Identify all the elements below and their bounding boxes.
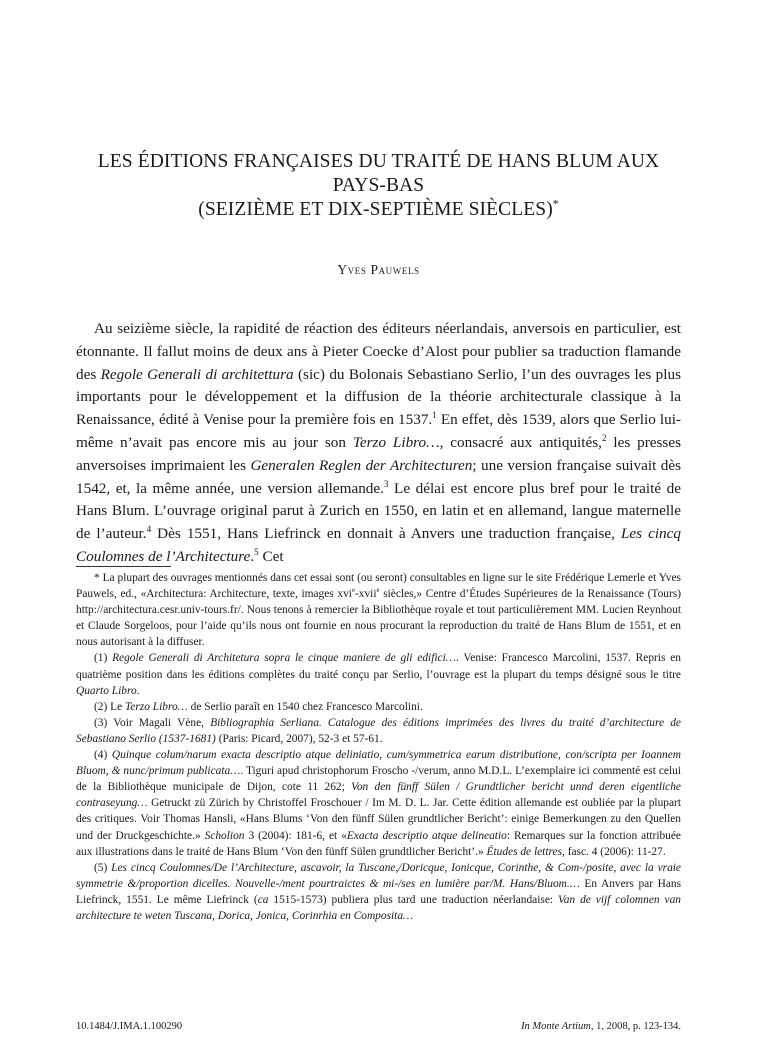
text-span: Au seizième siècle, la rapidité de réaction des éditeurs néerlandais, anversois en particulier, est étonnante. Il fallut moins de deux ans à Pieter Coecke d’Alost pour publier sa traduction flamande des	[76, 320, 681, 383]
footnote-4	[76, 747, 681, 860]
work-title: Regole Generali di architettura	[100, 365, 294, 383]
text-span: 1515-1573) publiera plus tard une traduction néerlandaise:	[268, 893, 559, 906]
text-span: (5)	[94, 861, 112, 874]
text-span: 3 (2004): 181-6, et «	[244, 829, 347, 842]
text-span: de Serlio paraît en 1540 chez Francesco Marcolini.	[187, 700, 423, 713]
footnote-5	[76, 860, 681, 924]
footnote-ref[interactable]: 2	[601, 432, 607, 443]
text-span: Le délai est encore plus bref pour le traité de Hans Blum. L’ouvrage original parut à Zurich en 1550, en latin et en allemand, langue maternelle de l’auteur.	[76, 479, 681, 543]
footnotes	[76, 570, 681, 924]
journal-citation	[521, 1021, 681, 1032]
title-footnote-mark: *	[552, 197, 559, 211]
work-title: Quinque colum/narum exacta descriptio atque deliniatio, cum/symmetrica earum distributione, con/scripta per Ioannem Bluom, & nunc/primum publicata…	[76, 749, 681, 778]
text-span: En Anvers par Hans Liefrinck, 1551. Le même Liefrinck (	[76, 877, 681, 906]
footnote-ref[interactable]: 5	[254, 546, 259, 557]
work-title: Quarto Libro	[76, 684, 137, 697]
footnote-3	[76, 715, 681, 747]
work-title: Terzo Libro…	[352, 433, 440, 451]
doi[interactable]: 10.1484/J.IMA.1.100290	[76, 1021, 183, 1032]
footnote-ref[interactable]: 1	[432, 410, 437, 421]
text-span: Getruckt zü Zürich by Christoffel Froschouer / Im M. D. L. Jar. Cette édition allemande est oubliée par la plupart des critiques. Voir Thomas Hansli, «Hans Blums ‘Von den fünff Sülen grundtlicher Bericht’: einige Bemerkungen zu den Quellen und der Druckgeschichte.»	[76, 797, 681, 842]
work-title: Les cincq Coulomnes de l’Architecture	[76, 525, 681, 565]
text-span: les presses anversoises imprimaient les	[76, 433, 681, 474]
text-span: siècles,» Centre d’Études Supérieures de la Renaissance (Tours) http://architectura.cesr.univ-tours.fr/. Nous tenons à remercier la Bibliothèque royale et tout particulièrement MM. Lucien Reynhout et Claude Sorgeloos, pour l’aide qu’ils nous ont fournie en nous procurant la reproduction du traité de Hans Blum de 1551, et en nous autorisant à la diffuser.	[76, 588, 681, 649]
text-span: .	[250, 547, 255, 565]
footnote-divider	[76, 566, 171, 567]
footnote-ref[interactable]: 3	[383, 478, 389, 489]
author-name: Yves Pauwels	[337, 262, 420, 277]
footnote-star	[76, 570, 681, 650]
footnote-1	[76, 650, 681, 698]
text-span: (Paris: Picard, 2007), 52-3 et 57-61.	[215, 732, 383, 745]
work-title: Generalen Reglen der Architecturen	[250, 456, 473, 474]
text-span: -xvii	[354, 588, 377, 601]
text-span: ; une version française suivait dès 1542, et, la même année, une version allemande.	[76, 456, 681, 497]
text-span: : Remarques sur la fonction attribuée aux illustrations dans le traité de Hans Blum ‘Von den fünff Sülen grundtlicher Bericht’.»	[76, 829, 681, 858]
text-span: Cet	[258, 547, 284, 565]
work-title: Exacta descriptio atque delineatio	[346, 829, 507, 842]
text-span: .	[136, 684, 140, 697]
work-title: ca	[257, 893, 269, 906]
text-span: , consacré aux antiquités,	[439, 433, 602, 451]
work-title: Regole Generali di Architetura sopra le cinque maniere de gli edifici…	[112, 652, 456, 665]
work-title: Études de lettres	[486, 845, 563, 858]
text-span: . Tiguri apud christophorum Froscho -/verum, anno M.D.L. L’exemplaire ici commenté est celui de la Bibliothèque municipale de Dijon, cote 11 262;	[76, 765, 682, 794]
superscript: e	[376, 587, 380, 595]
paragraph	[76, 318, 681, 569]
work-title: Scholion	[204, 829, 245, 842]
title-line-3-text: (SEIZIÈME ET DIX-SEPTIÈME SIÈCLES)	[198, 199, 553, 220]
footnote-ref[interactable]: 4	[146, 524, 152, 535]
citation-details: , 1, 2008, p. 123-134.	[590, 1021, 681, 1032]
work-title: Van de vijf colomnen van architecture te weten Tuscana, Dorica, Jonica, Corinrhia en Composita…	[76, 893, 681, 922]
title-line-2: PAYS-BAS	[332, 175, 425, 196]
superscript: e	[351, 587, 355, 595]
work-title: Von den fünff Sülen / Grundtlicher bericht unnd deren eigentliche contraseyung…	[76, 781, 681, 810]
body-text	[76, 318, 681, 569]
text-span: (1)	[94, 652, 113, 665]
text-span: (4)	[94, 749, 112, 762]
footnote-2	[76, 699, 681, 715]
text-span: Dès 1551, Hans Liefrinck en donnait à Anvers une traduction française,	[151, 525, 621, 543]
text-span: * La plupart des ouvrages mentionnés dans cet essai sont (ou seront) consultables en ligne sur le site Frédérique Lemerle et Yves Pauwels, ed., «Architectura: Architecture, texte, images xvi	[76, 572, 681, 601]
text-span: (3) Voir Magali Vène,	[94, 716, 211, 729]
journal-name: In Monte Artium	[521, 1021, 591, 1032]
text-span: (2) Le	[94, 700, 125, 713]
text-span: En effet, dès 1539, alors que Serlio lui-même n’avait pas encore mis au jour son	[76, 411, 681, 451]
article-title	[60, 150, 697, 222]
title-line-1: LES ÉDITIONS FRANÇAISES DU TRAITÉ DE HANS BLUM AUX	[97, 151, 660, 172]
work-title: Terzo Libro…	[125, 700, 188, 713]
title-line-3	[60, 198, 697, 222]
text-span: . Venise: Francesco Marcolini, 1537. Repris en quatrième position dans les éditions complètes du traité conçu par Serlio, l’ouvrage est la plupart du temps désigné sous le titre	[76, 652, 681, 681]
text-span: , fasc. 4 (2006): 11-27.	[562, 845, 666, 858]
text-span: (sic) du Bolonais Sebastiano Serlio, l’un des ouvrages les plus importants pour le développement et la diffusion de la théorie architecturale classique à la Renaissance, édité à Venise pour la première fois en 1537.	[76, 365, 681, 429]
work-title: Les cincq Coulomnes/De l’Architecture, ascavoir, la Tuscane,/Doricque, Ionicque, Corinthe, & Com-/posite, avec la vraie symmetrie &/proportion dicelles. Nouvelle-/ment pourtraictes & mi-/ses en lumière par/M. Hans/Bluom.…	[76, 861, 681, 890]
work-title: Bibliographia Serliana. Catalogue des éditions imprimées des livres du traité d’architecture de Sebastiano Serlio (1537-1681)	[76, 716, 681, 745]
